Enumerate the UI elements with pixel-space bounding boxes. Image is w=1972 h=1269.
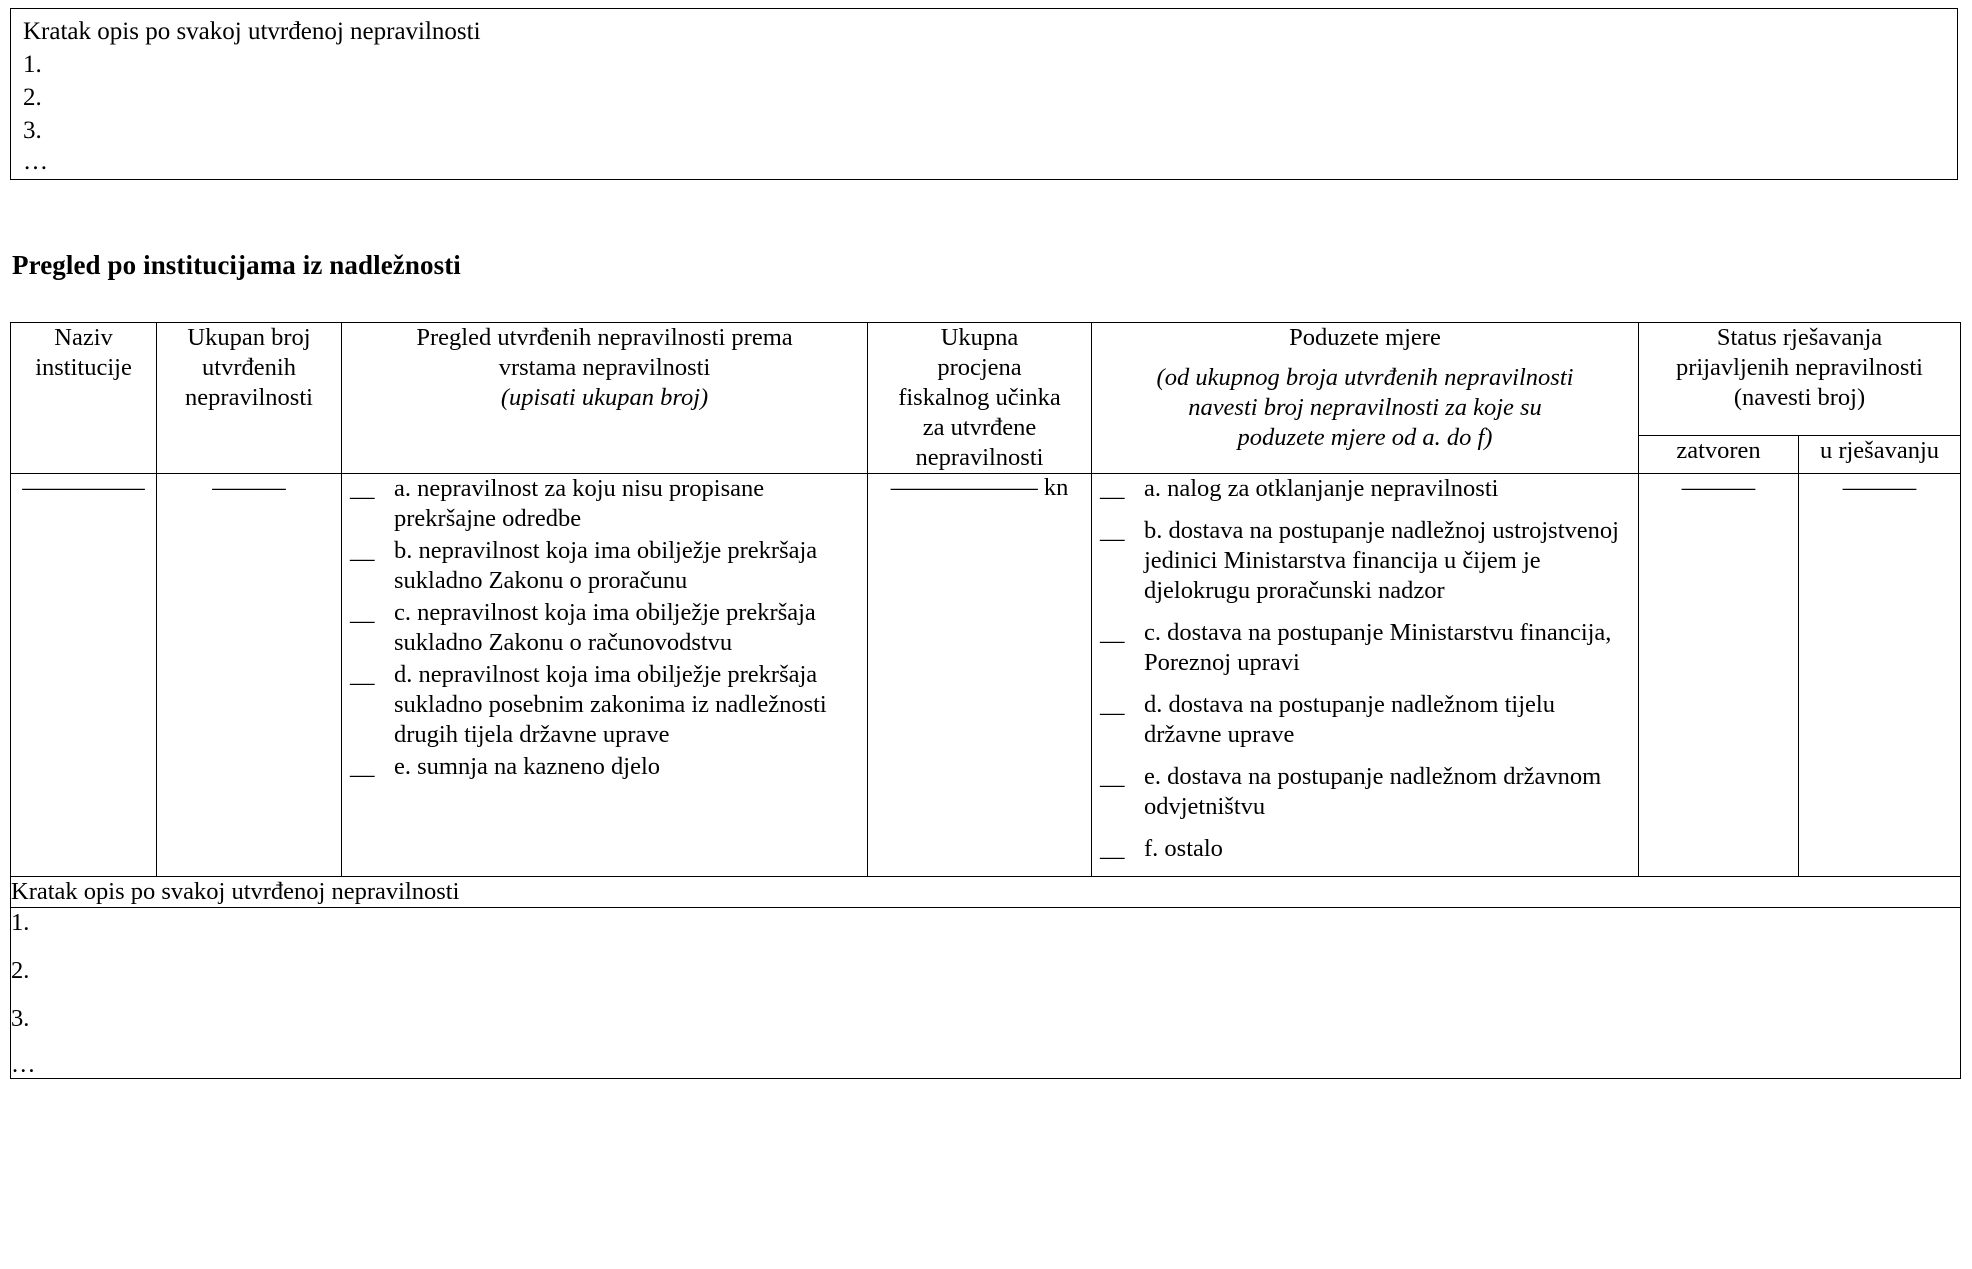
th-ukupan-line3: nepravilnosti bbox=[185, 384, 313, 411]
checkbox-blank-icon[interactable]: __ bbox=[350, 537, 375, 564]
mjere-item[interactable] bbox=[1092, 762, 1638, 822]
checkbox-blank-icon[interactable]: __ bbox=[1100, 475, 1125, 502]
th-ukupna-procjena bbox=[868, 323, 1092, 474]
cell-status-u-rjesavanju[interactable]: ——— bbox=[1799, 474, 1961, 877]
th-pregled-line1: Pregled utvrđenih nepravilnosti prema bbox=[416, 324, 793, 351]
vrste-item-label: d. nepravilnost koja ima obilježje prekršaja sukladno posebnim zakonima iz nadležnosti drugih tijela državne uprave bbox=[394, 661, 827, 748]
checkbox-blank-icon[interactable]: __ bbox=[1100, 835, 1125, 862]
vrste-item-label: e. sumnja na kazneno djelo bbox=[394, 753, 661, 780]
section-heading: Pregled po institucijama iz nadležnosti bbox=[12, 250, 461, 280]
description-item-1: 1. bbox=[11, 909, 30, 936]
checkbox-blank-icon[interactable]: __ bbox=[1100, 691, 1125, 718]
th-mjere-note-line1: (od ukupnog broja utvrđenih nepravilnosti bbox=[1156, 364, 1574, 391]
mjere-item[interactable] bbox=[1092, 474, 1638, 504]
checkbox-blank-icon[interactable]: __ bbox=[1100, 763, 1125, 790]
th-pregled-note: (upisati ukupan broj) bbox=[500, 384, 709, 411]
th-status-rjesavanja bbox=[1639, 323, 1961, 436]
mjere-item[interactable] bbox=[1092, 834, 1638, 864]
vrste-item-label: b. nepravilnost koja ima obilježje prekršaja sukladno Zakonu o proračunu bbox=[394, 537, 818, 594]
th-ukupna-line4: za utvrđene bbox=[922, 414, 1037, 441]
th-ukupan-line2: utvrđenih bbox=[202, 354, 296, 381]
th-ukupan-broj bbox=[157, 323, 342, 474]
th-ukupna-line3: fiskalnog učinka bbox=[898, 384, 1061, 411]
th-naziv-institucije bbox=[11, 323, 157, 474]
vrste-item-label: c. nepravilnost koja ima obilježje prekršaja sukladno Zakonu o računovodstvu bbox=[394, 599, 816, 656]
th-poduzete-mjere bbox=[1092, 323, 1639, 474]
th-status-line1: Status rješavanja bbox=[1716, 324, 1883, 351]
th-ukupna-line5: nepravilnosti bbox=[915, 444, 1044, 471]
th-status-zatvoren: zatvoren bbox=[1639, 435, 1799, 473]
cell-naziv-institucije[interactable]: ————— bbox=[11, 474, 157, 877]
mjere-item-label: b. dostava na postupanje nadležnoj ustrojstvenoj jedinici Ministarstva financija u čijem je djelokrugu proračunski nadzor bbox=[1144, 517, 1619, 604]
table-header-row-1 bbox=[11, 323, 1961, 436]
vrste-list bbox=[342, 474, 867, 782]
top-description-item-3: 3. bbox=[23, 117, 42, 144]
cell-poduzete-mjere[interactable] bbox=[1092, 474, 1639, 877]
th-ukupan-line1: Ukupan broj bbox=[187, 324, 311, 351]
description-ellipsis: … bbox=[11, 1051, 36, 1078]
description-body[interactable] bbox=[11, 908, 1961, 1079]
mjere-item[interactable] bbox=[1092, 516, 1638, 606]
mjere-item-label: e. dostava na postupanje nadležnom državnom odvjetništvu bbox=[1144, 763, 1602, 820]
cell-status-zatvoren[interactable]: ——— bbox=[1639, 474, 1799, 877]
mjere-item[interactable] bbox=[1092, 690, 1638, 750]
th-naziv-line1: Naziv bbox=[54, 324, 113, 351]
th-mjere-title: Poduzete mjere bbox=[1289, 324, 1441, 351]
top-description-item-2: 2. bbox=[23, 84, 42, 111]
mjere-item[interactable] bbox=[1092, 618, 1638, 678]
cell-vrste-nepravilnosti[interactable] bbox=[342, 474, 868, 877]
th-status-line2: prijavljenih nepravilnosti bbox=[1676, 354, 1923, 381]
mjere-item-label: c. dostava na postupanje Ministarstvu financija, Poreznoj upravi bbox=[1144, 619, 1612, 676]
top-description-box bbox=[10, 8, 1958, 180]
top-description-item-1: 1. bbox=[23, 51, 42, 78]
cell-ukupan-broj[interactable]: ——— bbox=[157, 474, 342, 877]
mjere-item-label: a. nalog za otklanjanje nepravilnosti bbox=[1144, 475, 1499, 502]
table-data-row bbox=[11, 474, 1961, 877]
institutions-overview-table bbox=[10, 322, 1961, 1079]
th-status-u-rjesavanju: u rješavanju bbox=[1799, 435, 1961, 473]
th-naziv-line2: institucije bbox=[35, 354, 132, 381]
mjere-item-label: f. ostalo bbox=[1144, 835, 1223, 862]
th-pregled-line2: vrstama nepravilnosti bbox=[498, 354, 711, 381]
vrste-item-label: a. nepravilnost za koju nisu propisane prekršajne odredbe bbox=[394, 475, 765, 532]
th-status-note: (navesti broj) bbox=[1733, 384, 1866, 411]
mjere-list bbox=[1092, 474, 1638, 864]
vrste-item[interactable] bbox=[342, 536, 867, 596]
th-ukupna-line2: procjena bbox=[937, 354, 1022, 381]
vrste-item[interactable] bbox=[342, 752, 867, 782]
top-description-title: Kratak opis po svakoj utvrđenoj nepravilnosti bbox=[23, 18, 481, 45]
checkbox-blank-icon[interactable]: __ bbox=[350, 661, 375, 688]
th-ukupna-line1: Ukupna bbox=[940, 324, 1019, 351]
description-title: Kratak opis po svakoj utvrđenoj nepravilnosti bbox=[11, 877, 1961, 908]
vrste-item[interactable] bbox=[342, 474, 867, 534]
checkbox-blank-icon[interactable]: __ bbox=[350, 753, 375, 780]
checkbox-blank-icon[interactable]: __ bbox=[350, 475, 375, 502]
description-item-2: 2. bbox=[11, 957, 30, 984]
vrste-item[interactable] bbox=[342, 598, 867, 658]
top-description-ellipsis: … bbox=[23, 148, 48, 175]
th-pregled-vrsta bbox=[342, 323, 868, 474]
description-item-3: 3. bbox=[11, 1005, 30, 1032]
checkbox-blank-icon[interactable]: __ bbox=[1100, 619, 1125, 646]
vrste-item[interactable] bbox=[342, 660, 867, 750]
cell-fiskalni-ucinak[interactable]: —————— kn bbox=[868, 474, 1092, 877]
mjere-item-label: d. dostava na postupanje nadležnom tijelu državne uprave bbox=[1144, 691, 1555, 748]
th-mjere-note-line2: navesti broj nepravilnosti za koje su bbox=[1188, 394, 1542, 421]
checkbox-blank-icon[interactable]: __ bbox=[350, 599, 375, 626]
table-description-body-row bbox=[11, 908, 1961, 1079]
checkbox-blank-icon[interactable]: __ bbox=[1100, 517, 1125, 544]
th-mjere-note-line3: poduzete mjere od a. do f) bbox=[1237, 424, 1493, 451]
table-description-header-row bbox=[11, 877, 1961, 908]
